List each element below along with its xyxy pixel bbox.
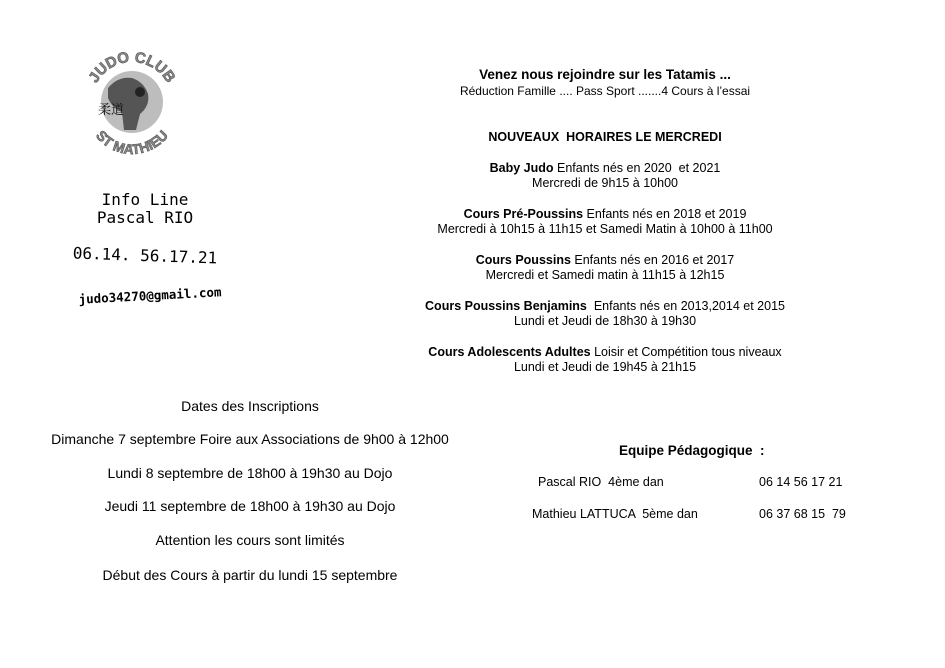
course-desc: Enfants nés en 2013,2014 et 2015 (586, 299, 785, 313)
team-title: Equipe Pédagogique : (619, 443, 765, 458)
contact-email: judo34270@gmail.com (78, 284, 222, 307)
course-desc: Loisir et Compétition tous niveaux (590, 345, 782, 359)
inscription-line: Attention les cours sont limités (155, 532, 345, 548)
team-member-phone: 06 37 68 15 79 (759, 507, 846, 521)
course-block (380, 207, 830, 237)
inscription-line: Lundi 8 septembre de 18h00 à 19h30 au Dojo (107, 465, 393, 481)
course-name: Baby Judo (489, 161, 554, 175)
course-time: Mercredi de 9h15 à 10h00 (532, 176, 678, 190)
course-block (380, 161, 830, 191)
course-time: Lundi et Jeudi de 19h45 à 21h15 (513, 360, 697, 374)
kanji-mark: 柔道 (98, 103, 125, 118)
course-block (380, 253, 830, 283)
course-time: Mercredi et Samedi matin à 11h15 à 12h15 (485, 268, 725, 282)
course-name: Cours Pré-Poussins (463, 207, 584, 221)
header-title: Venez nous rejoindre sur les Tatamis ... (479, 67, 731, 82)
course-desc: Enfants nés en 2020 et 2021 (553, 161, 721, 175)
course-block (380, 345, 830, 375)
inscription-line: Début des Cours à partir du lundi 15 septembre (102, 567, 398, 583)
team-member-name: Mathieu LATTUCA 5ème dan (532, 507, 698, 521)
logo-bottom-text: ST MATHIEU (93, 127, 172, 156)
course-desc: Enfants nés en 2018 et 2019 (583, 207, 747, 221)
course-name: Cours Poussins (475, 253, 571, 267)
contact-phone: 06.14. 56.17.21 (72, 243, 218, 268)
logo-top-text: JUDO CLUB (85, 48, 179, 86)
course-block (380, 299, 830, 329)
team-member-phone: 06 14 56 17 21 (759, 475, 843, 489)
team-member-name: Pascal RIO 4ème dan (538, 475, 664, 489)
course-time: Lundi et Jeudi de 18h30 à 19h30 (513, 314, 697, 328)
contact-name: Pascal RIO (96, 208, 194, 227)
inscription-line: Dimanche 7 septembre Foire aux Associations de 9h00 à 12h00 (51, 431, 449, 447)
course-name: Cours Poussins Benjamins (425, 299, 587, 313)
schedule-title: NOUVEAUX HORAIRES LE MERCREDI (488, 130, 722, 144)
info-line-title: Info Line (101, 190, 189, 209)
judo-club-logo (78, 48, 186, 156)
inscription-line: Jeudi 11 septembre de 18h00 à 19h30 au Dojo (104, 498, 396, 514)
header-subtitle: Réduction Famille .... Pass Sport .......4 Cours à l’essai (459, 84, 751, 98)
course-time: Mercredi à 10h15 à 11h15 et Samedi Matin à 10h00 à 11h00 (437, 222, 773, 236)
course-desc: Enfants nés en 2016 et 2017 (570, 253, 735, 267)
course-name: Cours Adolescents Adultes (428, 345, 591, 359)
inscriptions-title: Dates des Inscriptions (181, 398, 319, 414)
